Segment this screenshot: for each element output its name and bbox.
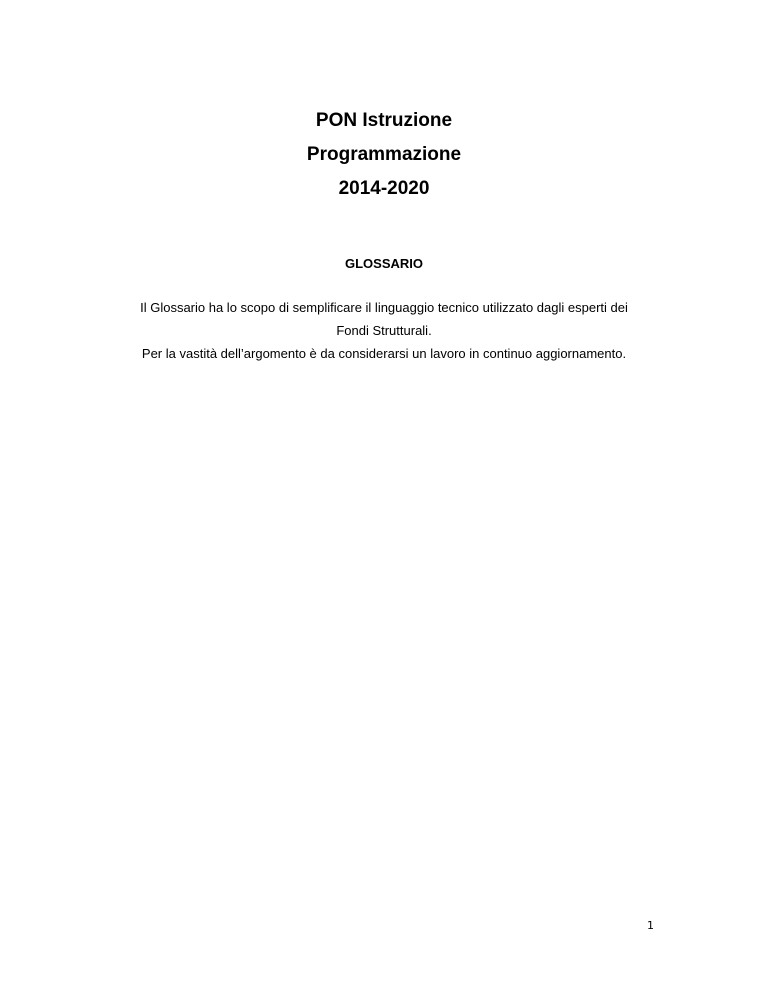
- intro-line: Il Glossario ha lo scopo di semplificare il linguaggio tecnico utilizzato dagli esperti dei: [140, 300, 628, 315]
- title-line-period: 2014-2020: [338, 178, 430, 199]
- page-number: 1: [647, 919, 654, 932]
- intro-line: Fondi Strutturali.: [336, 323, 432, 338]
- title-line-programming: Programmazione: [306, 144, 462, 165]
- title-line-program: PON Istruzione: [315, 110, 453, 131]
- section-heading: GLOSSARIO: [344, 256, 423, 271]
- intro-line: Per la vastità dell’argomento è da considerarsi un lavoro in continuo aggiornamento.: [141, 346, 627, 361]
